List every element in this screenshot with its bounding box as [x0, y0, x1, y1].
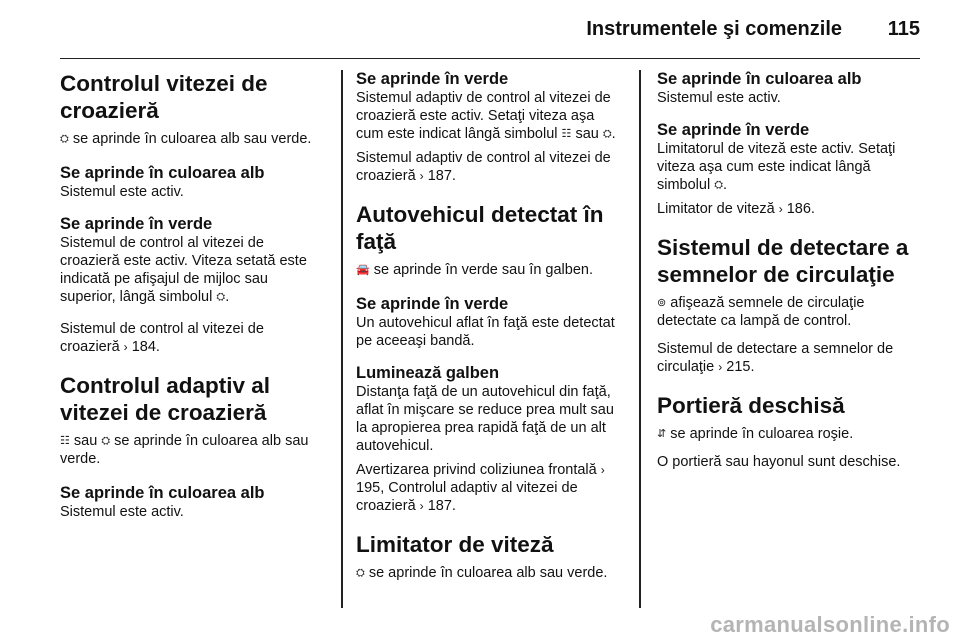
- subsection: [356, 295, 622, 350]
- cruise-control-icon: ⛭: [60, 133, 69, 145]
- section-title-vehicle-ahead: Autovehicul detectat în faţă: [356, 202, 604, 254]
- paragraph-text: Sistemul este activ.: [60, 504, 184, 520]
- paragraph: [60, 234, 324, 306]
- vehicle-ahead-icon: 🚘: [356, 264, 370, 276]
- header-title: Instrumentele şi comenzile: [586, 18, 842, 40]
- adaptive-cruise-icon: ☷: [60, 435, 70, 447]
- cross-reference: [60, 320, 324, 356]
- reference-arrow-icon: ›: [419, 169, 424, 183]
- subsection: [356, 364, 622, 455]
- paragraph: [60, 432, 324, 468]
- cross-reference: [657, 200, 921, 218]
- section-title-adaptive-cruise: Controlul adaptiv al vitezei de croazieră: [60, 373, 271, 425]
- subsection-heading: Se aprinde în verde: [356, 295, 509, 313]
- cross-reference: [657, 340, 921, 376]
- subsection: [60, 164, 324, 201]
- subsection-heading: Se aprinde în verde: [356, 70, 509, 88]
- subsection: [60, 215, 324, 306]
- reference-arrow-icon: ›: [778, 202, 783, 216]
- traffic-sign-icon: ⊚: [657, 297, 667, 309]
- reference-arrow-icon: ›: [718, 360, 723, 374]
- reference-page-link[interactable]: 195, Controlul adaptiv al vitezei de croazieră: [356, 480, 578, 514]
- speed-limiter-icon: ⛭: [714, 179, 724, 191]
- paragraph: [60, 130, 324, 148]
- speed-limiter-icon: ⛭: [356, 567, 365, 579]
- subsection-heading: Luminează galben: [356, 364, 500, 382]
- subsection-heading: Se aprinde în culoarea alb: [657, 70, 862, 88]
- section-title-cruise-control: Controlul vitezei de croazieră: [60, 71, 268, 123]
- adaptive-cruise-icon: ☷: [561, 128, 572, 140]
- punctuation: .: [723, 177, 728, 193]
- reference-arrow-icon: ›: [123, 340, 128, 354]
- paragraph: [657, 140, 921, 194]
- section-title-door-open: Portieră deschisă: [657, 393, 845, 418]
- page-number: 115: [887, 18, 920, 40]
- reference-page-link[interactable]: 187.: [427, 168, 456, 184]
- section-title-speed-limiter: Limitator de viteză: [356, 532, 554, 557]
- reference-page-link[interactable]: 184.: [131, 339, 160, 355]
- column-divider: [341, 70, 343, 608]
- conjunction: sau: [575, 126, 599, 142]
- paragraph-text: Sistemul este activ.: [60, 184, 184, 200]
- punctuation: .: [611, 126, 616, 142]
- page-header: [60, 0, 920, 59]
- paragraph-text: se aprinde în culoarea alb sau verde.: [72, 131, 312, 147]
- column-1: [60, 70, 324, 610]
- punctuation: .: [225, 289, 230, 305]
- paragraph-text: Un autovehicul aflat în faţă este detectat pe aceeaşi bandă.: [356, 315, 615, 349]
- subsection-heading: Se aprinde în verde: [657, 121, 810, 139]
- paragraph-text: Limitatorul de viteză este activ. Setaţi viteza aşa cum este indicat lângă simbolul: [657, 141, 896, 193]
- door-open-icon: ⇵: [657, 428, 667, 440]
- column-2: [356, 70, 622, 610]
- reference-page-link[interactable]: 215.: [726, 359, 755, 375]
- reference-arrow-icon: ›: [419, 499, 424, 513]
- section-title-traffic-sign: Sistemul de detectare a semnelor de circulaţie: [657, 235, 909, 287]
- cross-reference: [356, 461, 622, 515]
- subsection-heading: Se aprinde în verde: [60, 215, 213, 233]
- paragraph: [356, 261, 622, 279]
- reference-arrow-icon: ›: [600, 463, 605, 477]
- subsection: [60, 484, 324, 521]
- paragraph-text: afişează semnele de circulaţie detectate ca lampă de control.: [657, 295, 865, 329]
- subsection: [657, 121, 921, 194]
- reference-text: Sistemul adaptiv de control al vitezei de croazieră: [356, 150, 611, 184]
- paragraph-text: Sistemul de control al vitezei de croazieră este activ. Viteza setată este indicată pe afişajul de mijloc sau superior, lângă simbolul: [60, 235, 307, 305]
- paragraph: [657, 425, 921, 443]
- reference-text: Avertizarea privind coliziunea frontală: [356, 462, 597, 478]
- column-divider: [639, 70, 641, 608]
- paragraph-text: se aprinde în culoarea roşie.: [670, 426, 854, 442]
- paragraph-text: Sistemul adaptiv de control al vitezei de croazieră este activ. Setaţi viteza aşa cum este indicat lângă simbolul: [356, 90, 611, 142]
- reference-page-link[interactable]: 186.: [786, 201, 815, 217]
- paragraph: [356, 564, 622, 582]
- paragraph-text: se aprinde în culoarea alb sau verde.: [60, 433, 309, 467]
- paragraph-text: se aprinde în verde sau în galben.: [373, 262, 593, 278]
- cruise-control-icon: ⛭: [101, 435, 111, 447]
- reference-text: Sistemul de detectare a semnelor de circulaţie: [657, 341, 894, 375]
- paragraph-text: Sistemul este activ.: [657, 90, 781, 106]
- reference-page-link[interactable]: 187.: [427, 498, 456, 514]
- paragraph: [657, 294, 921, 330]
- paragraph: [356, 89, 622, 143]
- cross-reference: [356, 149, 622, 185]
- subsection-heading: Se aprinde în culoarea alb: [60, 164, 265, 182]
- subsection: [356, 70, 622, 143]
- cruise-control-icon: ⛭: [216, 291, 226, 303]
- reference-text: Sistemul de control al vitezei de croazieră: [60, 321, 264, 355]
- reference-text: Limitator de viteză: [657, 201, 775, 217]
- column-3: [657, 70, 921, 610]
- subsection-heading: Se aprinde în culoarea alb: [60, 484, 265, 502]
- conjunction: sau: [73, 433, 98, 449]
- subsection: [657, 70, 921, 107]
- paragraph-text: se aprinde în culoarea alb sau verde.: [368, 565, 608, 581]
- cruise-control-icon: ⛭: [602, 128, 612, 140]
- watermark: carmanualsonline.info: [710, 612, 950, 637]
- paragraph-text: O portieră sau hayonul sunt deschise.: [657, 454, 901, 470]
- paragraph-text: Distanţa faţă de un autovehicul din faţă, aflat în mişcare se reduce prea mult sau la apropierea prea rapidă faţă de un alt autovehicul.: [356, 384, 614, 454]
